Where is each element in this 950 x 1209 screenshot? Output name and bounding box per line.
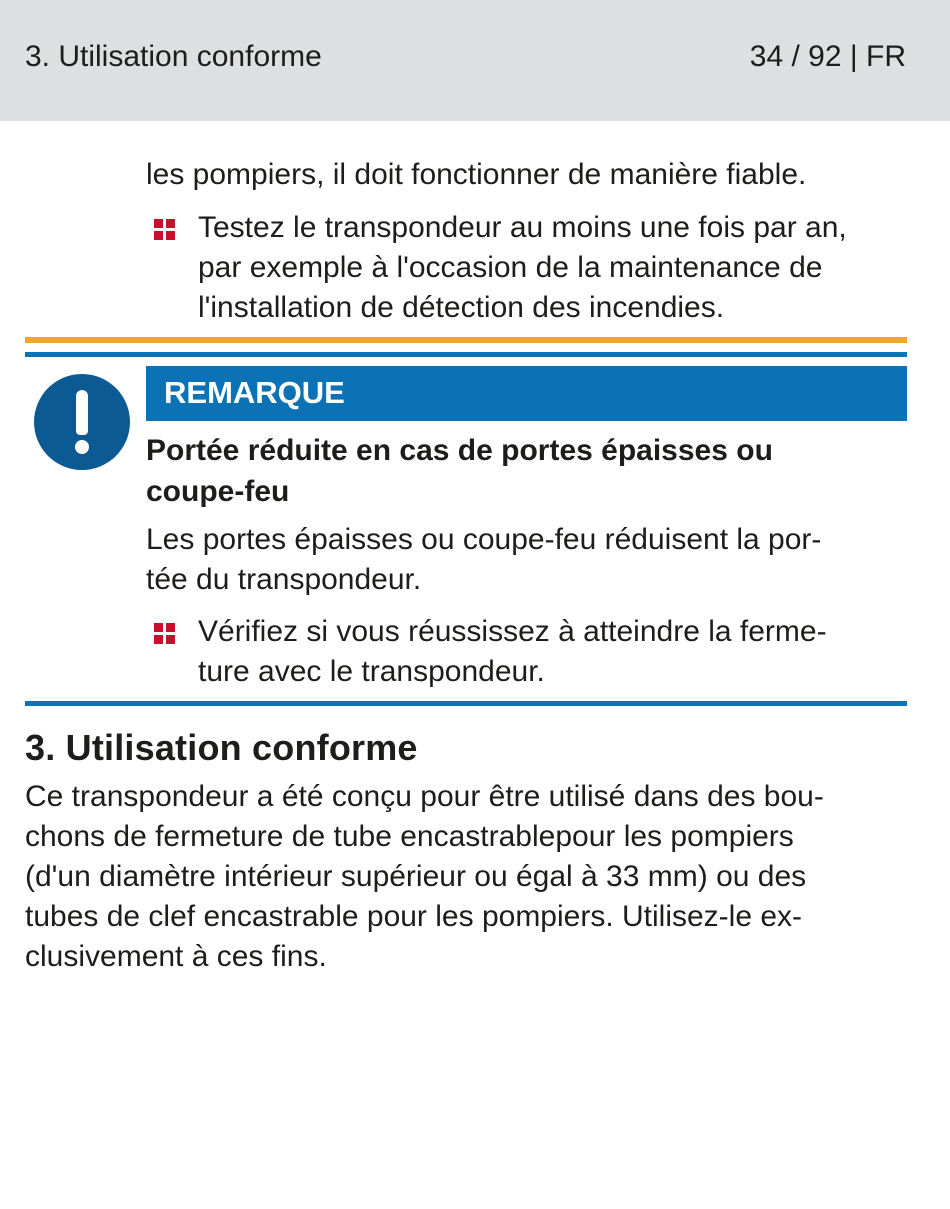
bullet-line: par exemple à l'occasion de la maintenance de [198, 251, 823, 284]
notice-title [146, 430, 906, 512]
notice-top-rule [25, 352, 907, 357]
section-body-line: (d'un diamètre intérieur supérieur ou égal à 33 mm) ou des [25, 860, 807, 893]
section-body-line: clusivement à ces fins. [25, 940, 327, 973]
section-body [25, 777, 915, 977]
bullet-text [198, 612, 918, 692]
red-square-bullet-icon [154, 219, 175, 240]
notice-label: REMARQUE [164, 375, 345, 410]
notice-body-line: Les portes épaisses ou coupe-feu réduisent la por- [146, 523, 822, 556]
bullet-line: Vérifiez si vous réussissez à atteindre la ferme- [198, 615, 827, 648]
notice-title-line: coupe-feu [146, 475, 290, 508]
red-square-bullet-icon [154, 623, 175, 644]
bullet-line: Testez le transpondeur au moins une fois par an, [198, 211, 847, 244]
bullet-line: l'installation de détection des incendies. [198, 291, 725, 324]
header-section-title: 3. Utilisation conforme [25, 40, 322, 73]
bullet-line: ture avec le transpondeur. [198, 655, 545, 688]
section-body-line: tubes de clef encastrable pour les pompiers. Utilisez-le ex- [25, 900, 803, 933]
notice-body [146, 520, 906, 600]
continuation-text: les pompiers, il doit fonctionner de manière fiable. [146, 158, 807, 191]
exclamation-circle-icon [34, 374, 130, 470]
bullet-text [198, 208, 918, 328]
notice-bottom-rule [25, 701, 907, 706]
notice-title-line: Portée réduite en cas de portes épaisses ou [146, 434, 773, 467]
notice-header-bar [146, 366, 907, 421]
warning-divider [25, 337, 907, 343]
section-heading: 3. Utilisation conforme [25, 727, 418, 768]
page-indicator: 34 / 92 | FR [749, 40, 906, 73]
page-header [0, 0, 950, 121]
notice-body-line: tée du transpondeur. [146, 563, 422, 596]
section-body-line: chons de fermeture de tube encastrablepour les pompiers [25, 820, 794, 853]
section-body-line: Ce transpondeur a été conçu pour être utilisé dans des bou- [25, 780, 824, 813]
